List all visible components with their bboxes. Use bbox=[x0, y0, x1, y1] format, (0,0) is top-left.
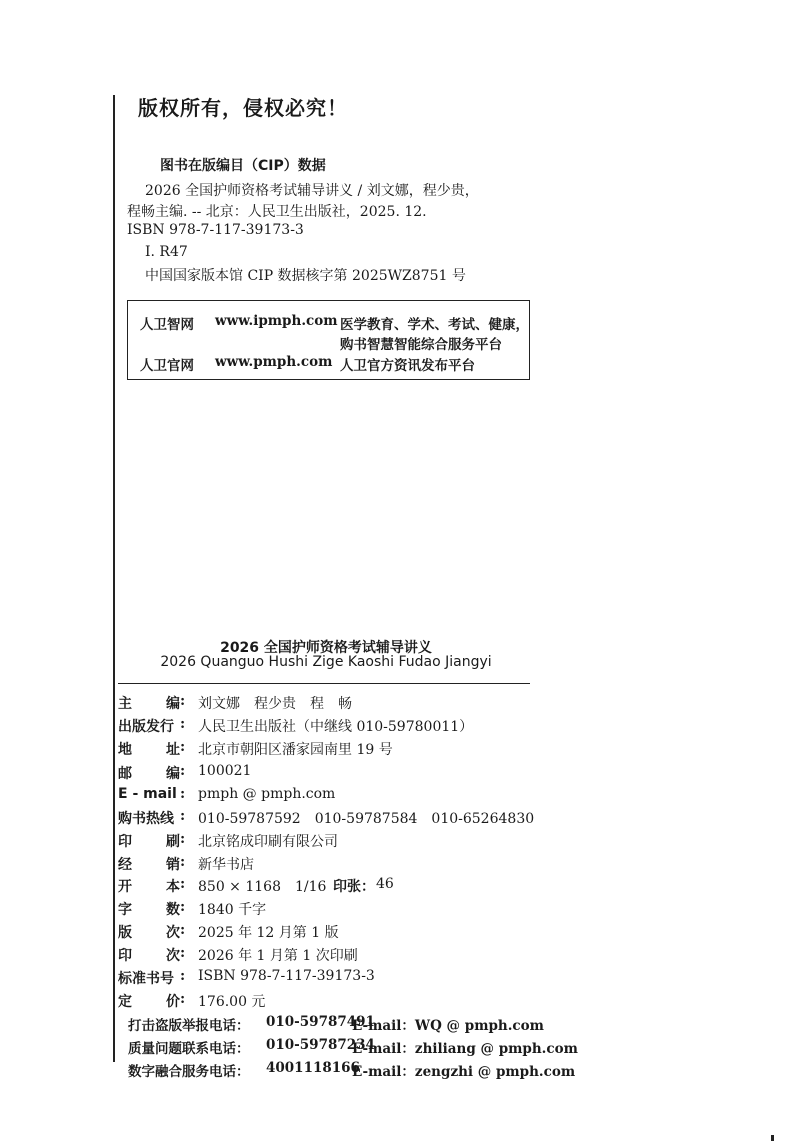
spine-margin-line bbox=[113, 95, 115, 1062]
digital-phone: 4001118166 bbox=[266, 1060, 360, 1076]
cip-title-line: 2026 全国护师资格考试辅导讲义 / 刘文娜，程少贵， bbox=[145, 183, 479, 199]
copyright-notice: 版权所有，侵权必究！ bbox=[138, 96, 348, 120]
platform-name-pmph: 人卫官网 bbox=[140, 358, 194, 374]
sheets-label: 印张： bbox=[333, 879, 375, 895]
platform-name-ipmph: 人卫智网 bbox=[140, 317, 194, 333]
contact-row-quality: 质量问题联系电话： 010-59787234 E-mail：zhiliang @ pmph.com bbox=[128, 1037, 578, 1057]
platform-url-pmph[interactable]: www.pmph.com bbox=[215, 354, 333, 370]
publisher-value: 人民卫生出版社（中继线 010-59780011） bbox=[198, 719, 474, 735]
quality-phone: 010-59787234 bbox=[266, 1037, 375, 1053]
print-mark bbox=[771, 1135, 774, 1141]
address-value: 北京市朝阳区潘家园南里 19 号 bbox=[198, 742, 393, 758]
isbn-value: ISBN 978-7-117-39173-3 bbox=[198, 968, 375, 984]
platform-desc-ipmph-line2: 购书智慧智能综合服务平台 bbox=[340, 337, 502, 353]
book-title-chinese: 2026 全国护师资格考试辅导讲义 bbox=[220, 640, 432, 656]
title-divider bbox=[118, 683, 530, 684]
piracy-phone: 010-59787491 bbox=[266, 1014, 375, 1030]
platform-desc-pmph: 人卫官方资讯发布平台 bbox=[340, 358, 475, 374]
email-value[interactable]: pmph @ pmph.com bbox=[198, 786, 336, 802]
words-value: 1840 千字 bbox=[198, 902, 267, 918]
quality-email[interactable]: E-mail：zhiliang @ pmph.com bbox=[352, 1041, 578, 1057]
book-title-pinyin: 2026 Quanguo Hushi Zige Kaoshi Fudao Jiangyi bbox=[160, 654, 492, 670]
cip-classification: Ⅰ. R47 bbox=[145, 244, 188, 260]
contact-row-piracy: 打击盗版举报电话： 010-59787491 E-mail：WQ @ pmph.com bbox=[128, 1014, 544, 1034]
platform-url-ipmph[interactable]: www.ipmph.com bbox=[215, 313, 338, 329]
cip-isbn: ISBN 978-7-117-39173-3 bbox=[127, 222, 304, 238]
postcode-value: 100021 bbox=[198, 763, 252, 779]
edition-value: 2025 年 12 月第 1 版 bbox=[198, 925, 339, 941]
printer-value: 北京铭成印刷有限公司 bbox=[198, 834, 338, 850]
cip-verification-number: 中国国家版本馆 CIP 数据核字第 2025WZ8751 号 bbox=[145, 268, 466, 284]
cip-publication-line: 程畅主编. -- 北京：人民卫生出版社，2025. 12. bbox=[127, 204, 427, 220]
printing-value: 2026 年 1 月第 1 次印刷 bbox=[198, 948, 358, 964]
distributor-value: 新华书店 bbox=[198, 857, 254, 873]
cip-heading: 图书在版编目（CIP）数据 bbox=[160, 158, 326, 174]
format-value: 850 × 1168 1/16 bbox=[198, 879, 327, 895]
piracy-email[interactable]: E-mail：WQ @ pmph.com bbox=[352, 1018, 544, 1034]
platform-desc-ipmph: 医学教育、学术、考试、健康， bbox=[340, 317, 529, 333]
digital-email[interactable]: E-mail：zengzhi @ pmph.com bbox=[352, 1064, 576, 1080]
price-value: 176.00 元 bbox=[198, 994, 266, 1010]
platform-info-box bbox=[127, 300, 530, 380]
hotline-value: 010-59787592 010-59787584 010-65264830 bbox=[198, 811, 535, 827]
chief-editor-value: 刘文娜 程少贵 程 畅 bbox=[198, 696, 352, 712]
sheets-value: 46 bbox=[376, 876, 394, 892]
contact-row-digital: 数字融合服务电话： 4001118166 E-mail：zengzhi @ pmph.com bbox=[128, 1060, 576, 1080]
